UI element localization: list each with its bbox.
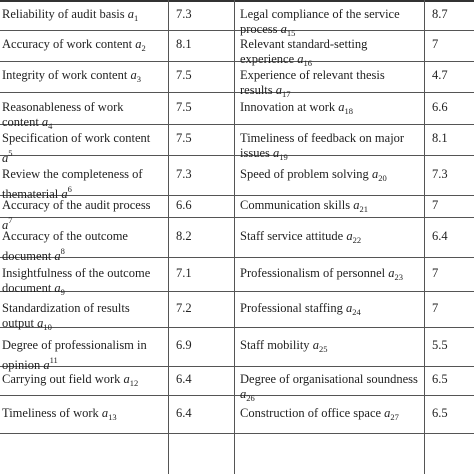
indicator-symbol: a — [346, 300, 353, 315]
indicator-label: Timeliness of feedback on major issues — [240, 131, 405, 160]
score-value: 7 — [432, 197, 439, 212]
indicator-label: Timeliness of work — [2, 405, 102, 420]
indicator-symbol: a — [54, 280, 61, 295]
indicator-index: 8 — [60, 245, 65, 256]
indicator-symbol: a — [2, 151, 9, 165]
score-value: 4.7 — [432, 68, 448, 82]
score-value: 8.1 — [432, 131, 448, 145]
right-indicator-cell — [240, 198, 420, 217]
indicator-symbol: a — [41, 114, 49, 129]
table-row — [0, 396, 474, 434]
right-indicator-cell — [240, 338, 420, 357]
indicator-label: Degree of organisational soundness — [240, 372, 418, 386]
indicator-label: Staff mobility — [240, 338, 313, 352]
score-value: 7.3 — [176, 7, 192, 21]
indicator-index: 13 — [108, 411, 117, 422]
score-value: 6.4 — [176, 405, 192, 420]
indicator-symbol: a — [54, 248, 61, 263]
indicator-index: 2 — [141, 43, 146, 53]
table-row — [0, 367, 474, 403]
indicator-label: Insightfulness of the outcome document — [2, 265, 151, 295]
indicator-symbol: a — [135, 37, 142, 51]
indicator-symbol: a — [353, 197, 360, 212]
score-value: 5.5 — [432, 338, 448, 352]
indicator-label: Communication skills — [240, 197, 354, 212]
indicator-label: Accuracy of the outcome document — [2, 228, 128, 263]
score-value: 8.2 — [176, 228, 192, 243]
score-value: 7.2 — [176, 300, 192, 315]
right-indicator-cell — [240, 167, 420, 186]
indicator-symbol: a — [123, 372, 130, 386]
table-row — [0, 156, 474, 201]
table-row — [0, 292, 474, 332]
table-row — [0, 2, 474, 38]
indicator-label: Integrity of work content — [2, 68, 131, 82]
right-indicator-cell — [240, 301, 420, 320]
right-indicator-cell — [240, 406, 420, 425]
indicator-symbol: a — [43, 358, 50, 372]
indicator-symbol: a — [297, 52, 304, 66]
right-indicator-cell — [240, 229, 420, 248]
left-indicator-cell — [2, 68, 160, 87]
indicator-symbol: a — [280, 22, 287, 36]
indicator-symbol: a — [273, 146, 280, 160]
indicator-index: 25 — [318, 344, 328, 354]
indicator-symbol: a — [346, 228, 353, 243]
score-value: 7.3 — [176, 166, 192, 181]
indicator-index: 27 — [390, 411, 399, 422]
indicator-index: 4 — [48, 120, 53, 131]
indicator-symbol: a — [37, 315, 44, 330]
indicator-label: Reasonableness of work content — [2, 99, 124, 129]
table-row — [0, 328, 474, 372]
indicator-symbol: a — [384, 405, 391, 420]
right-indicator-cell — [240, 266, 420, 285]
table-row — [0, 218, 474, 263]
indicator-label: Legal compliance of the service process — [240, 7, 400, 36]
score-value: 7 — [432, 265, 439, 280]
score-value: 6.4 — [432, 228, 448, 243]
score-value: 6.5 — [432, 372, 448, 386]
indicator-label: Construction of office space — [240, 405, 385, 420]
score-value: 8.7 — [432, 7, 448, 21]
indicator-label: Carrying out field work — [2, 372, 124, 386]
score-value: 6.4 — [176, 372, 192, 386]
indicator-index: 1 — [133, 13, 139, 23]
indicator-index: 7 — [8, 214, 13, 225]
indicator-symbol: a — [388, 265, 395, 280]
indicator-label: Accuracy of the audit process — [2, 197, 151, 212]
indicator-index: 15 — [286, 28, 296, 38]
indicator-label: Relevant standard-setting experience — [240, 37, 368, 66]
indicator-index: 23 — [394, 271, 403, 282]
table-row — [0, 62, 474, 99]
indicator-symbol: a — [130, 68, 137, 82]
indicator-index: 24 — [352, 306, 361, 317]
left-indicator-cell — [2, 37, 160, 56]
indicator-label: Review the completeness of thematerial — [2, 166, 143, 201]
indicator-index: 17 — [282, 89, 291, 99]
indicator-symbol: a — [240, 387, 247, 401]
indicator-label: Experience of relevant thesis results — [240, 68, 385, 97]
indicator-index: 9 — [60, 286, 65, 297]
score-value: 6.5 — [432, 405, 448, 420]
indicator-index: 16 — [303, 58, 313, 68]
table-row — [0, 93, 474, 131]
indicator-label: Professional staffing — [240, 300, 347, 315]
score-value: 7 — [432, 37, 439, 51]
indicator-symbol: a — [101, 405, 109, 420]
score-value: 7.5 — [176, 131, 192, 145]
indicator-symbol: a — [61, 186, 68, 201]
indicator-label: Speed of problem solving — [240, 166, 372, 181]
table-row — [0, 258, 474, 297]
indicator-symbol: a — [312, 338, 319, 352]
indicator-label: Innovation at work — [240, 99, 339, 114]
indicator-label: Reliability of audit basis — [2, 7, 128, 21]
score-value: 7.1 — [176, 265, 192, 280]
indicator-index: 21 — [359, 203, 368, 214]
indicator-symbol: a — [127, 7, 134, 21]
indicator-index: 6 — [67, 183, 72, 194]
indicator-label: Staff service attitude — [240, 228, 347, 243]
indicator-index: 3 — [136, 74, 141, 84]
score-value: 8.1 — [176, 37, 192, 51]
indicator-index: 20 — [378, 172, 387, 183]
indicator-symbol: a — [371, 166, 379, 181]
score-value: 6.6 — [176, 197, 192, 212]
left-indicator-cell — [2, 372, 160, 391]
indicator-label: Standardization of results output — [2, 300, 130, 330]
table-row — [0, 125, 474, 165]
left-indicator-cell — [2, 7, 160, 26]
score-value: 6.9 — [176, 338, 192, 352]
indicator-index: 12 — [129, 378, 139, 388]
indicator-index: 26 — [246, 393, 255, 403]
score-value: 6.6 — [432, 99, 448, 114]
score-value: 7.5 — [176, 68, 192, 82]
score-value: 7.3 — [432, 166, 448, 181]
indicator-label: Professionalism of personnel — [240, 265, 389, 280]
indicator-label: Specification of work content — [2, 131, 151, 145]
indicator-label: Degree of professionalism in opinion — [2, 338, 147, 372]
indicator-label: Accuracy of work content — [2, 37, 136, 51]
indicator-index: 22 — [352, 234, 362, 245]
indicator-index: 19 — [279, 152, 288, 162]
indicator-index: 10 — [43, 321, 52, 332]
score-value: 7.5 — [176, 99, 192, 114]
indicator-index: 11 — [49, 355, 58, 365]
indicator-index: 5 — [8, 148, 13, 158]
table-row — [0, 196, 474, 232]
indicator-symbol: a — [275, 83, 283, 97]
indicator-symbol: a — [338, 99, 345, 114]
left-indicator-cell — [2, 406, 160, 425]
right-indicator-cell — [240, 100, 420, 119]
indicator-symbol: a — [2, 217, 9, 232]
score-value: 7 — [432, 300, 439, 315]
indicator-index: 18 — [344, 105, 353, 116]
table-row — [0, 31, 474, 68]
